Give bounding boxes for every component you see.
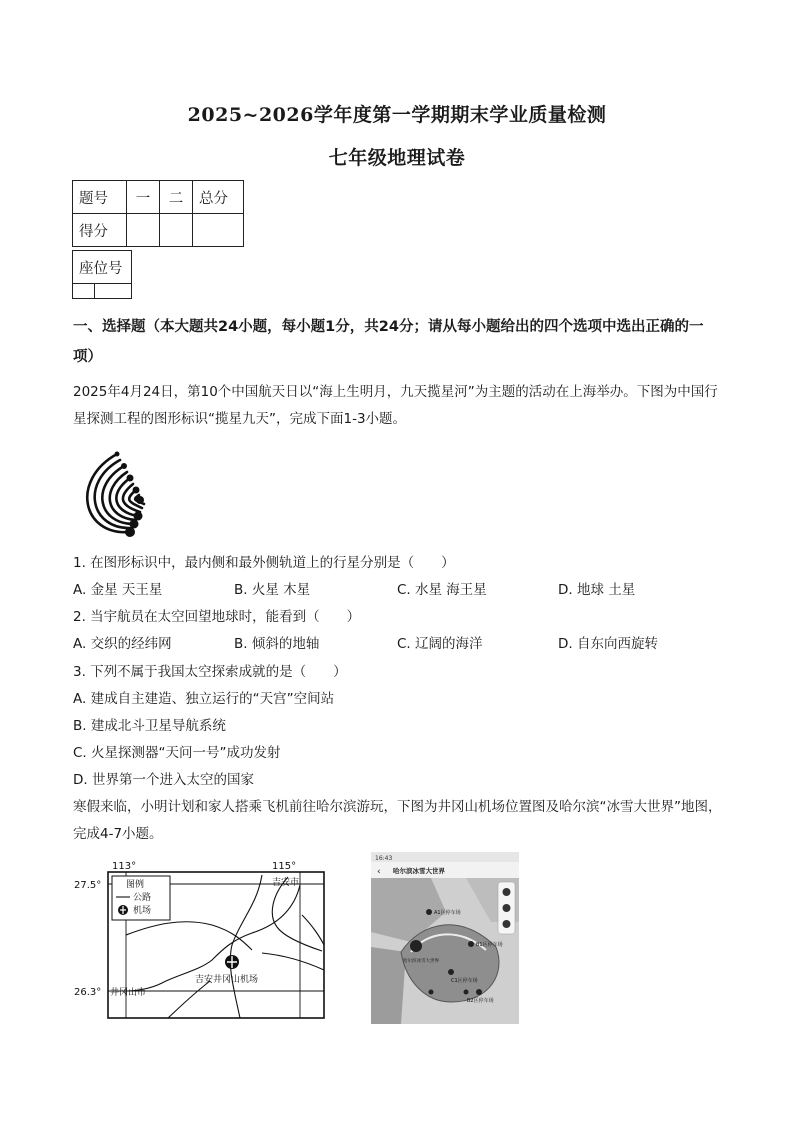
seat-cell[interactable]: [94, 284, 131, 299]
seat-table: [72, 250, 132, 299]
score-header-cell: 题号: [73, 181, 127, 214]
exam-subtitle: 七年级地理试卷: [328, 147, 466, 169]
city-label: 吉安市: [272, 878, 300, 888]
legend-road-label: 公路: [133, 893, 152, 903]
score-cell[interactable]: [160, 214, 193, 247]
parking-label: A1区停车场: [434, 910, 461, 916]
question-stem: 1. 在图形标识中，最内侧和最外侧轨道上的行星分别是（ ）: [73, 555, 455, 571]
option-a[interactable]: A. 金星 天王星: [73, 582, 163, 598]
score-header-cell: 二: [160, 181, 193, 214]
back-icon[interactable]: ‹: [377, 867, 381, 877]
option-b[interactable]: B. 火星 木星: [234, 582, 311, 598]
parking-label: C1区停车场: [451, 978, 478, 984]
poi-icon[interactable]: [410, 940, 422, 952]
parking-label: B1区停车场: [476, 942, 503, 948]
lat-label-bottom: 26.3°: [74, 987, 102, 998]
lon-label-right: 115°: [272, 861, 297, 872]
option-b[interactable]: B. 建成北斗卫星导航系统: [73, 718, 226, 734]
airport-location-map: [72, 855, 330, 1023]
section-heading: 一、选择题（本大题共24小题，每小题1分，共24分；请从每小题给出的四个选项中选出正确的一项）: [73, 319, 704, 365]
option-c[interactable]: C. 火星探测器“天问一号”成功发射: [73, 745, 281, 761]
seat-label: 座位号: [73, 251, 132, 284]
legend-airport-label: 机场: [133, 906, 152, 916]
score-header-cell: 一: [127, 181, 160, 214]
status-time: 16:43: [375, 855, 393, 862]
intro-paragraph: 寒假来临，小明计划和家人搭乘飞机前往哈尔滨游玩，下图为井冈山机场位置图及哈尔滨“冰雪大世界”地图，完成4-7小题。: [73, 799, 722, 842]
parking-label: B2区停车场: [467, 998, 494, 1004]
center-label: 哈尔滨冰雪大世界: [403, 959, 439, 964]
score-cell[interactable]: [127, 214, 160, 247]
lat-label-top: 27.5°: [74, 880, 102, 891]
layers-icon[interactable]: [503, 888, 511, 896]
score-header-cell: 总分: [193, 181, 244, 214]
score-table: [72, 180, 244, 247]
exam-title: 2025~2026学年度第一学期期末学业质量检测: [187, 104, 607, 126]
question-options: [73, 577, 723, 603]
option-d[interactable]: D. 世界第一个进入太空的国家: [73, 772, 254, 788]
score-cell[interactable]: [193, 214, 244, 247]
map-title: 哈尔滨冰雪大世界: [393, 867, 445, 875]
option-d[interactable]: D. 地球 土星: [558, 582, 636, 598]
question-options: [73, 631, 723, 657]
planet-logo-image: [72, 440, 172, 540]
score-row-label: 得分: [73, 214, 127, 247]
question-stem: 3. 下列不属于我国太空探索成就的是（ ）: [73, 664, 347, 680]
option-a[interactable]: A. 交织的经纬网: [73, 636, 172, 652]
lon-label-left: 113°: [112, 861, 137, 872]
option-c[interactable]: C. 水星 海王星: [397, 582, 487, 598]
legend-title: 图例: [126, 880, 145, 890]
option-b[interactable]: B. 倾斜的地轴: [234, 636, 320, 652]
airport-label: 吉安井冈山机场: [195, 975, 259, 985]
city-label: 井冈山市: [110, 988, 147, 998]
ice-world-map-screenshot: [371, 852, 519, 1024]
seat-cell[interactable]: [73, 284, 95, 299]
option-a[interactable]: A. 建成自主建造、独立运行的“天宫”空间站: [73, 691, 335, 707]
intro-paragraph: 2025年4月24日，第10个中国航天日以“海上生明月，九天揽星河”为主题的活动在上海举办。下图为中国行星探测工程的图形标识“揽星九天”，完成下面1-3小题。: [73, 384, 718, 427]
option-d[interactable]: D. 自东向西旋转: [558, 636, 658, 652]
edit-icon[interactable]: [503, 904, 511, 912]
question-stem: 2. 当宇航员在太空回望地球时，能看到（ ）: [73, 609, 361, 625]
locate-icon[interactable]: [503, 920, 511, 928]
option-c[interactable]: C. 辽阔的海洋: [397, 636, 483, 652]
